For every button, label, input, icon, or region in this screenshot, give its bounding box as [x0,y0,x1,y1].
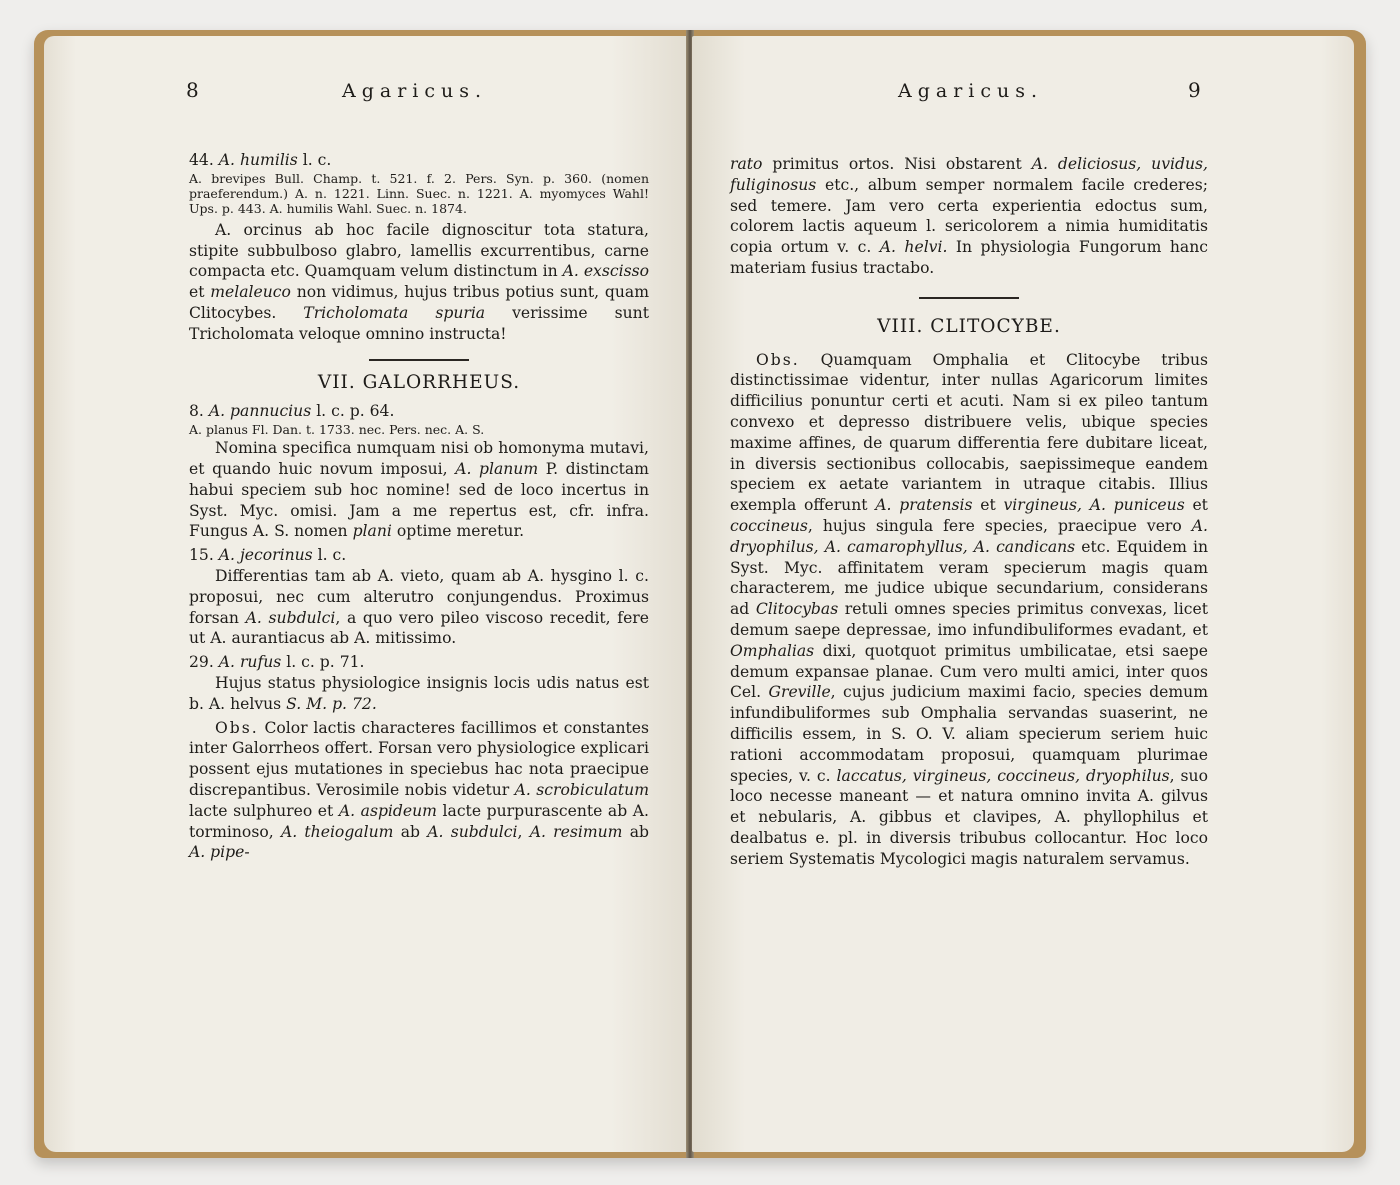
entry-44-synonymy: A. brevipes Bull. Champ. t. 521. f. 2. Pers. Syn. p. 360. (nomen praeferendum.) A. n. 1221. Linn. Suec. n. 1221. A. myomyces Wahl! Ups. p. 443. A. humilis Wahl. Suec. n. 1874. [189,170,649,216]
section-vii-heading: VII. GALORRHEUS. [317,371,521,393]
section-rule [369,359,469,361]
entry-15: 15. A. jecorinus l. c. [189,546,347,565]
left-page-text [189,150,649,863]
entry-8-text: Nomina specifica numquam nisi ob homonyma mutavi, et quando huic novum imposui, A. planum P. distinctam habui speciem sub hoc nomine! sed de loco incertus in Syst. Myc. omisi. Jam a me repertus est, cfr. infra. Fungus A. S. nomen plani optime meretur. [189,439,649,541]
entry-44-text: A. orcinus ab hoc facile dignoscitur tota statura, stipite subbulboso glabro, lamellis excurrentibus, carne compacta etc. Quamquam velum distinctum in A. exscisso et melaleuco non vidimus, hujus tribus potius sunt, quam Clitocybes. Tricholomata spuria verissime sunt Tricholomata veloque omnino instructa! [189,220,649,343]
entry-44: 44. A. humilis l. c. [189,151,332,169]
entry-8: 8. A. pannucius l. c. p. 64. [189,402,395,421]
clitocybe-observation: Obs. Quamquam Omphalia et Clitocybe tribus distinctissimae videntur, inter nullas Agaricorum limites difficilius ponuntur certi et acuti. Nam si ex pileo tantum convexo et depresso distribuere velis, ubique species maxime affines, de quarum differentia fere dubitare liceat, in diversis sectionibus collocabis, saepissimeque eandem speciem ex aetate variantem in utraque citabis. Illius exempla offerunt A. pratensis et virgineus, A. puniceus et coccineus, hujus singula fere species, praecipue vero A. dryophilus, A. camarophyllus, A. candicans etc. Equidem in Syst. Myc. affinitatem veram specierum magis quam characterem, me judice ubique secundarium, considerans ad Clitocybas retuli omnes species primitus convexas, licet demum saepe depressae, imo infundibuliformes evadant, et Omphalias dixi, quotquot primitus umbilicatae, etsi saepe demum expansae planae. Cum vero multi amici, inter quos Cel. Greville, cujus judicium maximi facio, species demum infundibuliformes sub Omphalia servandas suaserint, ne difficilis essem, in S. O. V. aliam specierum seriem huic rationi accommodatam proposui, quamquam plurimae species, v. c. laccatus, virgineus, coccineus, dryophilus, suo loco necesse maneant — et natura omnino invita A. gilvus et nebularis, A. gibbus et clavipes, A. phyllophilus et dealbatus e. pl. in diversis tribubus collocantur. Hoc loco seriem Systematis Mycologici magis naturalem servamus. [730,350,1208,868]
right-page-text [730,154,1208,870]
continuation-text: rato primitus ortos. Nisi obstarent A. deliciosus, uvidus, fuliginosus etc., album semper normalem facile crederes; sed temere. Jam vero certa experientia edoctus sum, colorem lactis aqueum l. sericolorem a nimia humiditatis copia ortum v. c. A. helvi. In physiologia Fungorum hanc materiam fusius tractabo. [730,155,1208,277]
galorrheus-observation: Obs. Color lactis characteres facillimos et constantes inter Galorrheos offert. Forsan vero physiologice explicari possent ejus mutationes in speciebus hac nota praecipue discrepantibus. Verosimile nobis videtur A. scrobiculatum lacte sulphureo et A. aspideum lacte purpurascente ab A. torminoso, A. theiogalum ab A. subdulci, A. resimum ab A. pipe- [189,718,650,862]
right-page-number: 9 [1188,78,1201,102]
left-page-number: 8 [186,78,199,102]
right-running-head: Agaricus. [898,80,1044,102]
entry-15-text: Differentias tam ab A. vieto, quam ab A. hysgino l. c. proposui, nec cum alterutro conjungendus. Proximus forsan A. subdulci, a quo vero pileo viscoso recedit, fere ut A. aurantiacus ab A. mitissimo. [189,566,649,648]
entry-29-text: Hujus status physiologice insignis locis udis natus est b. A. helvus S. M. p. 72. [189,673,649,713]
entry-29: 29. A. rufus l. c. p. 71. [189,653,365,672]
left-running-head: Agaricus. [342,80,488,102]
section-viii-heading: VIII. CLITOCYBE. [877,315,1061,337]
section-rule [919,297,1019,299]
entry-8-synonymy: A. planus Fl. Dan. t. 1733. nec. Pers. nec. A. S. [189,422,485,438]
